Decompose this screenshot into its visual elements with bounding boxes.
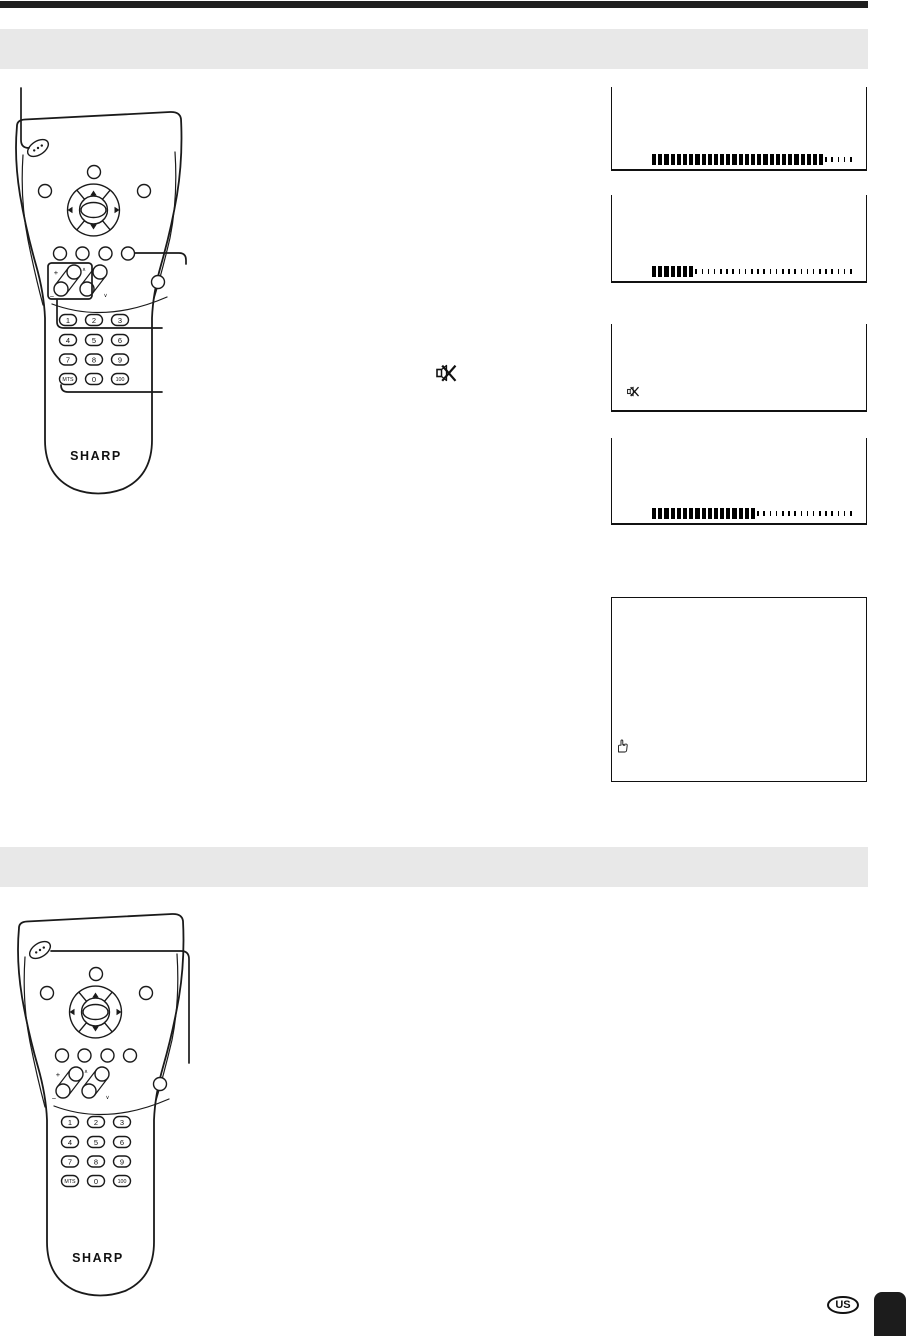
volume-bar xyxy=(652,508,856,519)
volume-bar-segment xyxy=(807,154,811,165)
volume-bar-segment xyxy=(658,266,662,277)
volume-bar-segment xyxy=(782,154,786,165)
volume-bar-segment xyxy=(745,154,749,165)
volume-bar-segment xyxy=(782,269,784,274)
volume-bar-segment xyxy=(831,157,833,162)
osd-screen-volume-mid xyxy=(611,438,867,525)
section-header-band-2 xyxy=(0,847,868,887)
volume-bar-segment xyxy=(850,511,852,516)
volume-bar-segment xyxy=(813,269,815,274)
volume-bar-segment xyxy=(689,508,693,519)
volume-bar-segment xyxy=(751,269,753,274)
region-badge-label: US xyxy=(835,1298,851,1311)
volume-bar-segment xyxy=(788,511,790,516)
volume-bar-segment xyxy=(695,269,697,274)
volume-bar-segment xyxy=(720,154,724,165)
volume-bar-segment xyxy=(763,269,765,274)
volume-bar-segment xyxy=(726,269,728,274)
osd-screen-volume-high xyxy=(611,87,867,171)
volume-bar-segment xyxy=(807,269,809,274)
volume-bar-segment xyxy=(770,154,774,165)
volume-bar-segment xyxy=(726,508,730,519)
volume-bar-segment xyxy=(757,511,759,516)
volume-bar-segment xyxy=(739,269,741,274)
pointing-hand-icon xyxy=(617,739,628,753)
volume-bar-segment xyxy=(739,154,743,165)
volume-bar xyxy=(652,154,856,165)
volume-bar-segment xyxy=(745,508,749,519)
volume-bar-segment xyxy=(788,269,790,274)
volume-bar-segment xyxy=(658,154,662,165)
volume-bar-segment xyxy=(720,508,724,519)
volume-bar-segment xyxy=(664,154,668,165)
volume-bar-segment xyxy=(844,157,846,162)
page-corner-tab xyxy=(874,1292,906,1336)
volume-bar-segment xyxy=(695,154,699,165)
volume-bar-segment xyxy=(658,508,662,519)
volume-bar-segment xyxy=(732,269,734,274)
volume-bar-segment xyxy=(714,269,716,274)
volume-bar-segment xyxy=(664,266,668,277)
volume-bar-segment xyxy=(794,154,798,165)
volume-bar-segment xyxy=(794,269,796,274)
remote-illustration-top xyxy=(0,80,200,500)
volume-bar-segment xyxy=(664,508,668,519)
volume-bar-segment xyxy=(726,154,730,165)
volume-bar-segment xyxy=(689,154,693,165)
volume-bar-segment xyxy=(838,157,840,162)
volume-bar-segment xyxy=(801,154,805,165)
muted-speaker-icon xyxy=(436,362,458,384)
volume-bar-segment xyxy=(739,508,743,519)
volume-bar-segment xyxy=(819,269,821,274)
volume-bar-segment xyxy=(844,511,846,516)
volume-bar-segment xyxy=(776,269,778,274)
volume-bar-segment xyxy=(838,511,840,516)
volume-bar-segment xyxy=(677,266,681,277)
volume-bar-segment xyxy=(702,154,706,165)
volume-bar-segment xyxy=(714,154,718,165)
page-top-rule xyxy=(0,1,868,8)
volume-bar-segment xyxy=(677,508,681,519)
osd-screen-volume-low xyxy=(611,195,867,283)
volume-bar-segment xyxy=(732,508,736,519)
region-badge-us xyxy=(827,1296,859,1314)
volume-bar-segment xyxy=(819,154,823,165)
volume-bar-segment xyxy=(671,508,675,519)
volume-bar-segment xyxy=(683,266,687,277)
volume-bar xyxy=(652,266,856,277)
volume-bar-segment xyxy=(807,511,809,516)
volume-bar-segment xyxy=(652,154,656,165)
volume-bar-segment xyxy=(801,269,803,274)
volume-bar-segment xyxy=(801,511,803,516)
volume-bar-segment xyxy=(825,157,827,162)
volume-bar-segment xyxy=(838,269,840,274)
volume-bar-segment xyxy=(702,269,704,274)
remote-illustration-bottom xyxy=(2,902,202,1302)
volume-bar-segment xyxy=(671,154,675,165)
volume-bar-segment xyxy=(831,269,833,274)
volume-bar-segment xyxy=(763,154,767,165)
volume-bar-segment xyxy=(683,508,687,519)
volume-bar-segment xyxy=(714,508,718,519)
volume-bar-segment xyxy=(720,269,722,274)
volume-bar-segment xyxy=(770,269,772,274)
volume-bar-segment xyxy=(683,154,687,165)
volume-bar-segment xyxy=(708,508,712,519)
volume-bar-segment xyxy=(831,511,833,516)
volume-bar-segment xyxy=(708,154,712,165)
volume-bar-segment xyxy=(813,511,815,516)
volume-bar-segment xyxy=(732,154,736,165)
volume-bar-segment xyxy=(813,154,817,165)
volume-bar-segment xyxy=(776,511,778,516)
osd-screen-note xyxy=(611,597,867,782)
volume-bar-segment xyxy=(695,508,699,519)
volume-bar-segment xyxy=(689,266,693,277)
volume-bar-segment xyxy=(776,154,780,165)
volume-bar-segment xyxy=(702,508,706,519)
volume-bar-segment xyxy=(782,511,784,516)
volume-bar-segment xyxy=(819,511,821,516)
volume-bar-segment xyxy=(757,154,761,165)
volume-bar-segment xyxy=(788,154,792,165)
volume-bar-segment xyxy=(763,511,765,516)
muted-speaker-icon xyxy=(626,385,641,398)
volume-bar-segment xyxy=(708,269,710,274)
volume-bar-segment xyxy=(850,157,852,162)
volume-bar-segment xyxy=(825,269,827,274)
volume-bar-segment xyxy=(825,511,827,516)
volume-bar-segment xyxy=(770,511,772,516)
section-header-band-1 xyxy=(0,29,868,69)
volume-bar-segment xyxy=(751,154,755,165)
volume-bar-segment xyxy=(745,269,747,274)
volume-bar-segment xyxy=(751,508,755,519)
volume-bar-segment xyxy=(757,269,759,274)
volume-bar-segment xyxy=(844,269,846,274)
osd-screen-mute xyxy=(611,324,867,412)
volume-bar-segment xyxy=(677,154,681,165)
volume-bar-segment xyxy=(794,511,796,516)
volume-bar-segment xyxy=(850,269,852,274)
volume-bar-segment xyxy=(671,266,675,277)
volume-bar-segment xyxy=(652,508,656,519)
volume-bar-segment xyxy=(652,266,656,277)
